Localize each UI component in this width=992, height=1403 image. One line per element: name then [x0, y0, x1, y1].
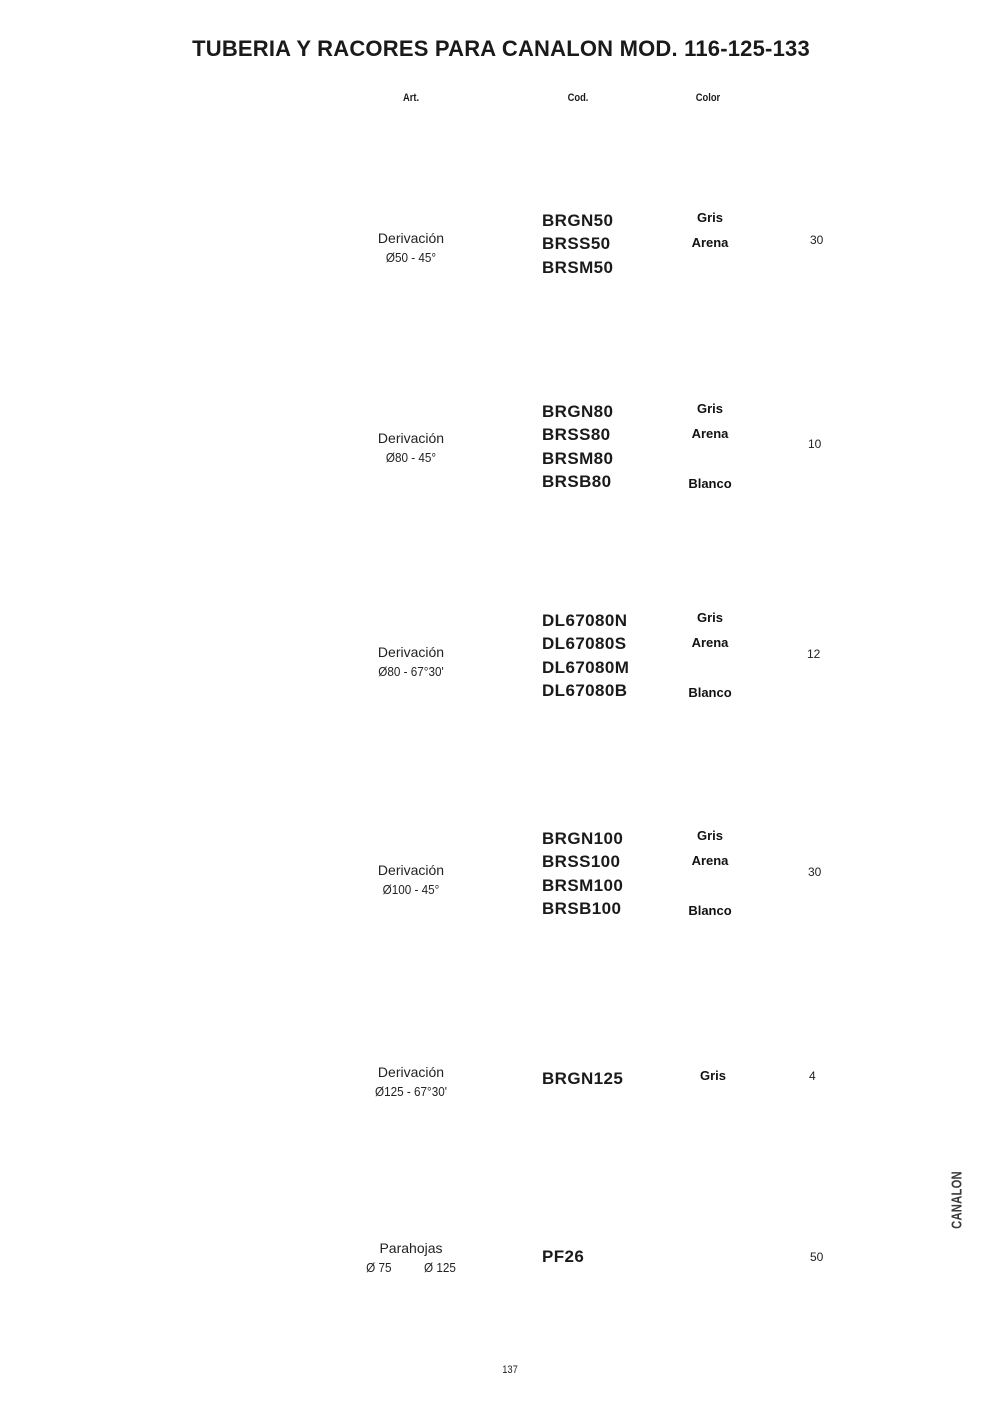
- article-cell: [331, 229, 491, 267]
- color-value: Gris: [696, 828, 723, 843]
- quantity-value: 4: [809, 1069, 816, 1083]
- quantity-value: 10: [808, 437, 822, 451]
- product-code: DL67080B: [542, 681, 628, 701]
- color-value: Blanco: [688, 903, 732, 918]
- article-cell: [331, 643, 491, 681]
- article-cell: [331, 861, 491, 899]
- article-spec: Ø 75 Ø 125: [366, 1260, 456, 1275]
- product-code: BRGN50: [542, 211, 614, 230]
- code-list: [542, 609, 629, 703]
- section-side-label: [940, 1172, 974, 1228]
- page-title: TUBERIA Y RACORES PARA CANALON MOD. 116-125-133: [192, 36, 810, 61]
- color-value: Arena: [691, 235, 729, 250]
- product-code: BRSS80: [542, 425, 611, 445]
- article-name: Derivación: [377, 862, 445, 878]
- article-name: Derivación: [377, 430, 445, 446]
- product-code: BRSB80: [542, 472, 612, 492]
- column-header-cod: Cod.: [567, 92, 589, 104]
- article-name: Derivación: [377, 230, 445, 246]
- article-cell: [331, 1239, 491, 1277]
- product-code: BRGN100: [542, 829, 624, 848]
- product-code: BRGN125: [542, 1069, 624, 1088]
- color-value: Gris: [696, 610, 723, 625]
- quantity-value: 50: [810, 1250, 824, 1264]
- article-cell: [331, 1063, 491, 1101]
- column-header-art: Art.: [402, 92, 420, 104]
- article-cell: [331, 429, 491, 467]
- color-value: Arena: [691, 853, 729, 868]
- color-value: Gris: [699, 1068, 726, 1083]
- quantity-value: 30: [808, 865, 822, 879]
- product-code: PF26: [542, 1247, 585, 1266]
- quantity-value: 30: [810, 233, 824, 247]
- product-code: BRSM80: [542, 448, 614, 468]
- code-list: [542, 400, 613, 494]
- code-list: [542, 209, 613, 279]
- column-header-color: Color: [695, 92, 721, 104]
- color-value: Arena: [691, 635, 729, 650]
- quantity-value: 12: [807, 647, 821, 661]
- article-spec: Ø50 - 45°: [385, 250, 437, 265]
- color-value: Blanco: [688, 685, 732, 700]
- page-number: 137: [502, 1364, 518, 1376]
- article-name: Parahojas: [379, 1240, 443, 1256]
- color-value: Arena: [691, 426, 729, 441]
- product-code: BRSM100: [542, 875, 624, 895]
- code-list: [542, 1245, 584, 1268]
- article-spec: Ø80 - 45°: [385, 450, 437, 465]
- color-value: Gris: [696, 210, 723, 225]
- product-code: BRSS50: [542, 234, 611, 254]
- product-code: BRGN80: [542, 402, 614, 421]
- code-list: [542, 1067, 623, 1090]
- article-spec: Ø80 - 67°30': [378, 664, 444, 679]
- article-spec: Ø125 - 67°30': [375, 1084, 447, 1099]
- code-list: [542, 827, 623, 921]
- color-value: Gris: [696, 401, 723, 416]
- article-name: Derivación: [377, 644, 445, 660]
- product-code: BRSB100: [542, 899, 622, 919]
- product-code: DL67080M: [542, 657, 630, 677]
- article-name: Derivación: [377, 1064, 445, 1080]
- article-spec: Ø100 - 45°: [382, 882, 440, 897]
- product-code: BRSS100: [542, 852, 621, 872]
- product-code: DL67080S: [542, 634, 627, 654]
- color-value: Blanco: [688, 476, 732, 491]
- product-code: BRSM50: [542, 257, 614, 277]
- product-code: DL67080N: [542, 611, 628, 630]
- section-side-label-text: CANALON: [948, 1171, 966, 1229]
